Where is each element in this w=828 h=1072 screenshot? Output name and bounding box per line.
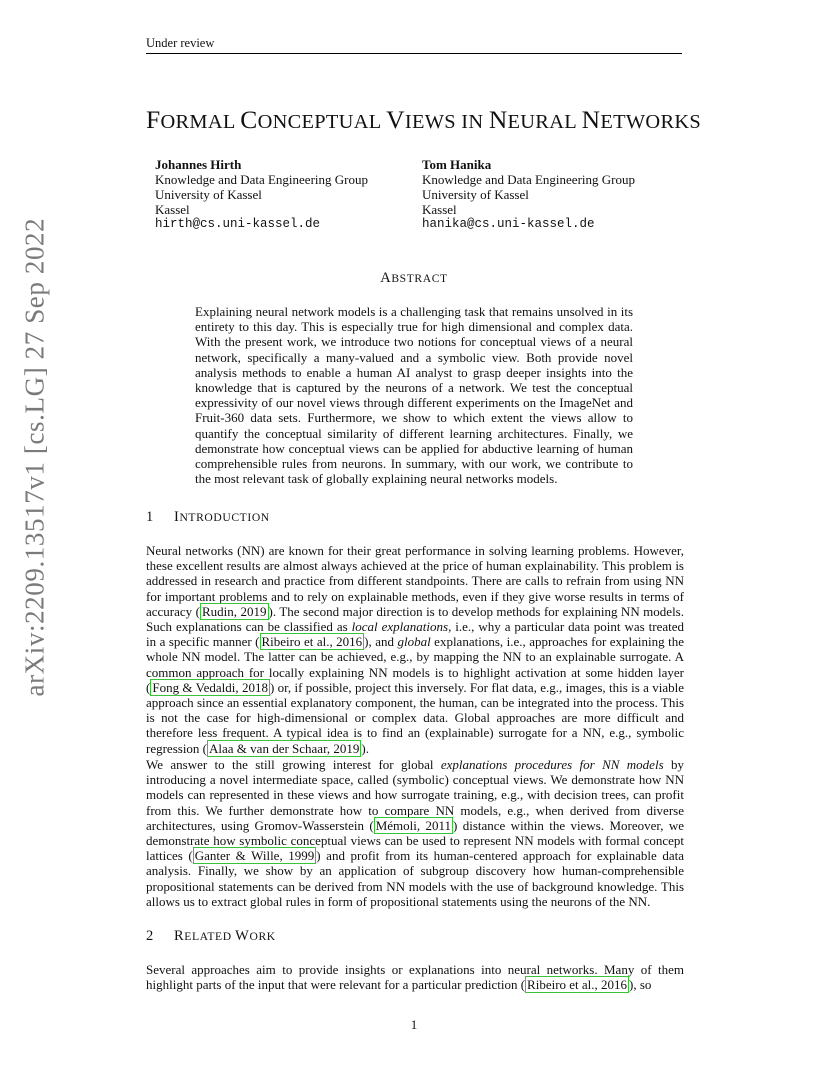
citation-separator: ,: [416, 817, 426, 833]
citation-year: 2016: [336, 634, 363, 650]
citation-separator: ,: [326, 740, 334, 756]
citation-separator: ,: [235, 679, 242, 695]
citation-year: 2019: [333, 740, 360, 756]
citation-author: Ganter & Wille: [194, 848, 280, 864]
citation-link[interactable]: [193, 847, 317, 864]
title-word-rest: ETWORKS: [600, 111, 702, 133]
text-run: ).: [361, 740, 369, 756]
intro-paragraph-2: [146, 757, 684, 909]
emphasis-text: explanations procedures for NN models: [440, 757, 664, 772]
emphasis-text: global: [397, 634, 431, 650]
title-word-initial: F: [146, 105, 161, 134]
author-block-1: [155, 157, 368, 232]
text-run: Several approaches aim to provide insights or explanations into neural networks. Many of them highlight parts of the input that were relevant for a particular prediction (: [146, 962, 684, 993]
text-run: ), so: [629, 977, 652, 993]
title-word-rest: ORMAL: [160, 111, 241, 133]
section-title-initial: W: [235, 928, 250, 944]
citation-separator: ,: [329, 634, 337, 650]
text-run: by introducing a novel intermediate space, called (symbolic) conceptual views. We demonstrate how NN models can represented in these views and how surrogate training, e.g., with decision trees, can profit from this. We further demonstrate how to compare NN models, e.g., when derived from diverse architectures, using Gromov-Wasserstein (: [146, 757, 684, 833]
citation-separator: ,: [233, 603, 241, 619]
section-number: 1: [146, 509, 154, 525]
citation-year: 2018: [241, 679, 268, 695]
text-run: ) distance within the views. Moreover, we demonstrate how symbolic conceptual views can be used to represent NN models with formal concept lattices (: [146, 817, 684, 864]
citation-year: 2019: [240, 603, 267, 619]
title-word-initial: N: [581, 105, 601, 134]
author-block-2: [422, 157, 635, 232]
running-header: Under review: [146, 35, 682, 54]
title-word-initial: N: [488, 105, 508, 134]
text-run: We answer to the still growing interest for global: [146, 757, 441, 772]
author-city: Kassel: [422, 202, 457, 217]
author-email[interactable]: hanika@cs.uni-kassel.de: [422, 217, 595, 231]
title-word-rest: ONCEPTUAL: [257, 111, 387, 133]
citation-author: Fong & Vedaldi: [152, 679, 236, 695]
section-1-heading: [146, 509, 270, 526]
text-run: , i.e., why a particular data point was treated in a specific manner (: [146, 619, 684, 650]
emphasis-text: local explanations: [351, 619, 449, 635]
section-title-rest: ELATED: [184, 930, 236, 943]
author-university: University of Kassel: [422, 187, 529, 202]
text-run: ). The second major direction is to develop methods for explaining NN models. Such explanations can be classified as: [146, 603, 684, 635]
section-title-rest: NTRODUCTION: [179, 511, 270, 524]
section-title-rest: ORK: [249, 930, 276, 943]
page-number: 1: [410, 1017, 418, 1032]
abstract-heading: [0, 270, 828, 287]
author-affiliation: Knowledge and Data Engineering Group: [155, 172, 368, 187]
abstract-text: Explaining neural network models is a challenging task that remains unsolved in its entirety to this day. This is especially true for high dimensional and complex data. With the present work, we introduce two notions for conceptual views of a neural network, specifically a many-valued and a symbolic view. Both provide novel analysis methods to enable a human AI analyst to grasp deeper insights into the knowledge that is captured by the neurons of a network. We test the conceptual expressivity of our novel views through different experiments on the ImageNet and Fruit-360 data sets. Furthermore, we show to which extent the views allow to quantify the conceptual similarity of different learning architectures. Finally, we demonstrate how conceptual views can be applied for abductive learning of human comprehensible rules from neurons. In summary, with our work, we contribute to the most relevant task of globally explaining neural networks models.: [195, 304, 633, 487]
citation-year: 1999: [288, 848, 315, 864]
author-city: Kassel: [155, 202, 190, 217]
related-work-paragraph-1: [146, 962, 684, 992]
citation-link[interactable]: [260, 633, 365, 650]
text-run: ), and: [364, 634, 398, 650]
section-2-heading: [146, 928, 276, 945]
citation-author: Mémoli: [375, 817, 417, 833]
section-title-initial: R: [174, 928, 185, 944]
citation-link[interactable]: [374, 817, 453, 834]
author-affiliation: Knowledge and Data Engineering Group: [422, 172, 635, 187]
citation-author: Ribeiro et al.: [261, 634, 330, 650]
citation-year: 2011: [425, 817, 452, 833]
arxiv-side-stamp: arXiv:2209.13517v1 [cs.LG] 27 Sep 2022: [19, 217, 50, 697]
citation-link[interactable]: [207, 740, 361, 757]
text-run: ) and profit from its human-centered approach for explainable data analysis. Finally, we show by an application of subgroup discovery how human-comprehensible propositional statements can be derived from NN models with the use of background knowledge. This allows us to extract global rules in form of propositional statements using the neurons of the NN.: [146, 848, 684, 909]
citation-link[interactable]: [200, 603, 269, 620]
text-run: explanations, i.e., approaches for explaining the whole NN model. The latter can be achieved, e.g., by mapping the NN to an explainable surrogate. A common approach for locally explaining NN models is to highlight activation at some hidden layer (: [146, 634, 684, 695]
author-university: University of Kassel: [155, 187, 262, 202]
abstract-heading-initial: A: [380, 270, 392, 286]
citation-author: Alaa & van der Schaar: [209, 740, 327, 756]
citation-year: 2016: [601, 977, 628, 993]
citation-link[interactable]: [525, 976, 629, 993]
title-word-rest: EURAL: [507, 111, 582, 133]
abstract-heading-rest: BSTRACT: [391, 272, 448, 285]
text-run: Neural networks (NN) are known for their great performance in solving learning problems. However, these excellent results are almost always achieved at the price of human explainability. This problem is addressed in research and practice from different standpoints. There are calls to refrain from using NN for important problems and to rely on explainable methods, even if they give worse results in terms of accuracy (: [146, 543, 684, 619]
citation-separator: ,: [279, 848, 289, 864]
citation-author: Rudin: [201, 603, 234, 619]
author-name: Johannes Hirth: [155, 157, 242, 172]
paper-title: [146, 104, 702, 138]
citation-separator: ,: [594, 977, 602, 993]
author-name: Tom Hanika: [422, 157, 492, 172]
section-title-initial: I: [174, 509, 180, 525]
author-email[interactable]: hirth@cs.uni-kassel.de: [155, 217, 321, 231]
text-run: ) or, if possible, project this inversely. For flat data, e.g., images, this is a viable approach since an essential explanatory component, the human, can be integrated into the process. This is not the case for high-dimensional or complex data. Global approaches are more difficult and therefore less frequent. A typical idea is to find an (explainable) surrogate for a NN, e.g., symbolic regression (: [146, 679, 684, 756]
intro-paragraph-1: [146, 543, 684, 756]
citation-author: Ribeiro et al.: [527, 977, 595, 993]
title-word-rest: IEWS IN: [404, 111, 489, 133]
title-word-initial: C: [240, 105, 258, 134]
citation-link[interactable]: [150, 679, 270, 696]
title-word-initial: V: [386, 105, 405, 134]
section-number: 2: [146, 928, 154, 944]
